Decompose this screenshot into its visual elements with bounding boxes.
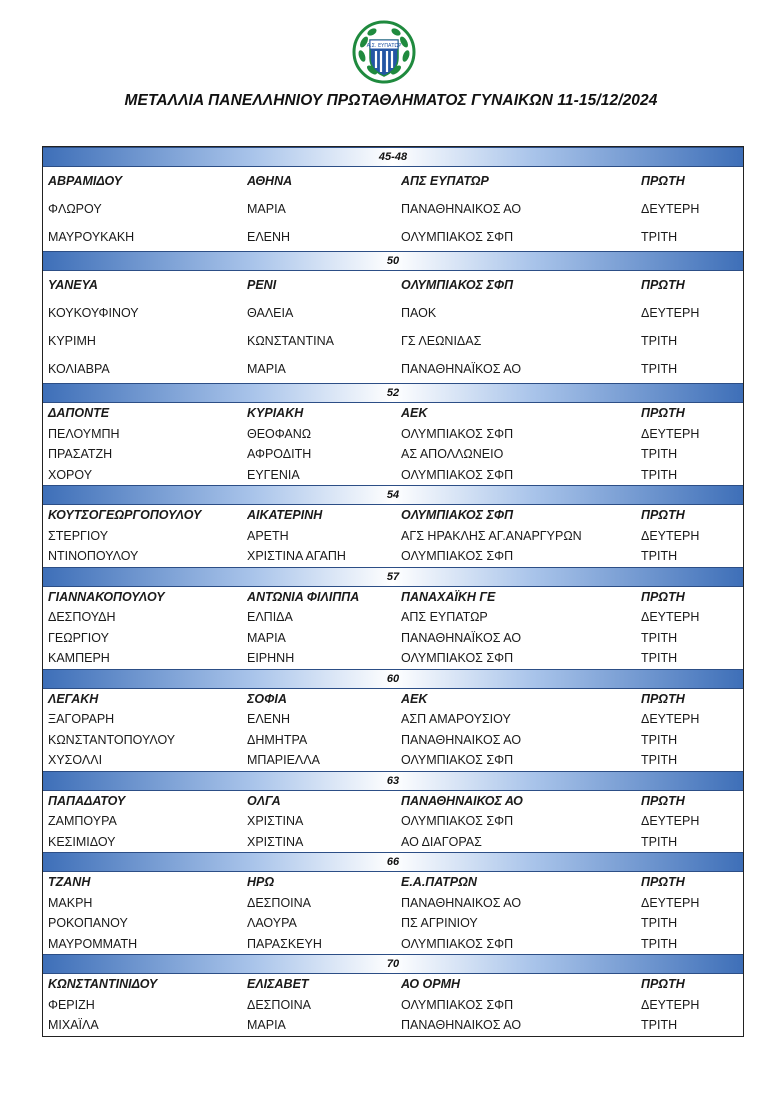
club-name: ΠΑΝΑΘΗΝΑΙΚΟΣ ΑΟ: [401, 1018, 522, 1032]
weight-category-section: [43, 771, 743, 853]
athlete-surname: ΔΕΣΠΟΥΔΗ: [48, 610, 116, 624]
club-name: ΑΣ ΑΠΟΛΛΩΝΕΙΟ: [401, 447, 504, 461]
medal-place: ΠΡΩΤΗ: [641, 793, 685, 808]
club-crest-icon: [352, 20, 416, 84]
weight-category-section: [43, 669, 743, 771]
medal-place: ΤΡΙΤΗ: [641, 732, 678, 747]
result-row: [43, 791, 743, 812]
athlete-first-name: ΑΘΗΝΑ: [247, 174, 293, 188]
club-name: ΑΟ ΔΙΑΓΟΡΑΣ: [401, 834, 482, 849]
result-row: [43, 505, 743, 526]
medal-place: ΠΡΩΤΗ: [641, 508, 685, 522]
result-row: [43, 628, 743, 649]
result-row: [43, 587, 743, 608]
athlete-surname: ΖΑΜΠΟΥΡΑ: [48, 814, 117, 828]
club-name: ΑΕΚ: [401, 691, 428, 706]
medal-place: ΤΡΙΤΗ: [641, 1018, 678, 1032]
medal-place: ΠΡΩΤΗ: [641, 589, 685, 604]
club-name: ΟΛΥΜΠΙΑΚΟΣ ΣΦΠ: [401, 814, 514, 828]
athlete-surname: ΝΤΙΝΟΠΟΥΛΟΥ: [48, 549, 139, 563]
medal-place: ΤΡΙΤΗ: [641, 334, 678, 348]
medal-place: ΠΡΩΤΗ: [641, 278, 685, 292]
athlete-surname: ΥΑΝΕΥΑ: [48, 278, 98, 292]
club-name: ΠΑΝΑΘΗΝΑΪΚΟΣ ΑΟ: [401, 630, 522, 645]
weight-category-header: 63: [43, 771, 743, 791]
athlete-first-name: ΑΦΡΟΔΙΤΗ: [247, 447, 312, 461]
athlete-surname: ΜΑΥΡΟΥΚΑΚΗ: [48, 230, 135, 244]
athlete-surname: ΧΥΣΟΛΛΙ: [48, 753, 103, 767]
athlete-surname: ΠΕΛΟΥΜΠΗ: [48, 426, 120, 441]
weight-category-header: 66: [43, 852, 743, 872]
result-row: [43, 974, 743, 995]
medal-place: ΤΡΙΤΗ: [641, 630, 678, 645]
result-row: [43, 465, 743, 486]
weight-category-header: 45-48: [43, 147, 743, 167]
weight-category-header: 52: [43, 383, 743, 403]
club-name: ΟΛΥΜΠΙΑΚΟΣ ΣΦΠ: [401, 651, 514, 665]
result-row: [43, 195, 743, 223]
page-title: ΜΕΤΑΛΛΙΑ ΠΑΝΕΛΛΗΝΙΟΥ ΠΡΩΤΑΘΛΗΜΑΤΟΣ ΓΥΝΑΙΚΩΝ 11-15/12/2024: [124, 92, 658, 109]
athlete-first-name: ΕΛΠΙΔΑ: [247, 610, 293, 624]
athlete-surname: ΓΙΑΝΝΑΚΟΠΟΥΛΟΥ: [48, 589, 165, 604]
result-row: [43, 934, 743, 955]
medal-place: ΔΕΥΤΕΡΗ: [641, 306, 700, 320]
athlete-first-name: ΣΟΦΙΑ: [247, 691, 287, 706]
athlete-surname: ΞΑΓΟΡΑΡΗ: [48, 712, 115, 726]
club-name: ΟΛΥΜΠΙΑΚΟΣ ΣΦΠ: [401, 997, 514, 1012]
athlete-first-name: ΠΑΡΑΣΚΕΥΗ: [247, 936, 322, 951]
weight-category-section: [43, 852, 743, 954]
result-row: [43, 648, 743, 669]
club-name: ΠΑΝΑΘΗΝΑΙΚΟΣ ΑΟ: [401, 732, 522, 747]
medal-place: ΤΡΙΤΗ: [641, 362, 678, 376]
athlete-first-name: ΧΡΙΣΤΙΝΑ ΑΓΑΠΗ: [247, 549, 346, 563]
weight-category-section: [43, 251, 743, 383]
medal-place: ΔΕΥΤΕΡΗ: [641, 997, 700, 1012]
weight-category-header: 57: [43, 567, 743, 587]
medal-place: ΤΡΙΤΗ: [641, 549, 678, 563]
club-name: ΠΣ ΑΓΡΙΝΙΟΥ: [401, 916, 478, 930]
club-name: ΟΛΥΜΠΙΑΚΟΣ ΣΦΠ: [401, 426, 514, 441]
result-row: [43, 424, 743, 445]
club-name: ΟΛΥΜΠΙΑΚΟΣ ΣΦΠ: [401, 753, 514, 767]
result-row: [43, 546, 743, 567]
result-row: [43, 811, 743, 832]
medal-place: ΤΡΙΤΗ: [641, 916, 678, 930]
club-name: ΟΛΥΜΠΙΑΚΟΣ ΣΦΠ: [401, 230, 514, 244]
club-name: ΟΛΥΜΠΙΑΚΟΣ ΣΦΠ: [401, 508, 514, 522]
medal-place: ΤΡΙΤΗ: [641, 834, 678, 849]
medal-place: ΔΕΥΤΕΡΗ: [641, 895, 700, 910]
athlete-first-name: ΑΙΚΑΤΕΡΙΝΗ: [247, 508, 323, 522]
svg-text:Α.Σ. ΕΥΠΑΤΩΡ: Α.Σ. ΕΥΠΑΤΩΡ: [366, 43, 402, 49]
club-name: ΟΛΥΜΠΙΑΚΟΣ ΣΦΠ: [401, 467, 514, 482]
weight-category-header: 54: [43, 485, 743, 505]
weight-category-header: 50: [43, 251, 743, 271]
athlete-surname: ΜΑΥΡΟΜΜΑΤΗ: [48, 936, 138, 951]
athlete-first-name: ΔΕΣΠΟΙΝΑ: [247, 997, 312, 1012]
athlete-first-name: ΚΩΝΣΤΑΝΤΙΝΑ: [247, 334, 334, 348]
athlete-surname: ΧΟΡΟΥ: [48, 467, 93, 482]
athlete-first-name: ΕΙΡΗΝΗ: [247, 651, 295, 665]
result-row: [43, 893, 743, 914]
athlete-first-name: ΟΛΓΑ: [247, 793, 281, 808]
result-row: [43, 872, 743, 893]
result-row: [43, 327, 743, 355]
result-row: [43, 709, 743, 730]
result-row: [43, 995, 743, 1016]
athlete-surname: ΜΑΚΡΗ: [48, 895, 93, 910]
athlete-first-name: ΜΑΡΙΑ: [247, 202, 286, 216]
athlete-first-name: ΔΕΣΠΟΙΝΑ: [247, 895, 312, 910]
results-table: [42, 146, 744, 1037]
result-row: [43, 1015, 743, 1036]
result-row: [43, 444, 743, 465]
club-name: ΑΠΣ ΕΥΠΑΤΩΡ: [401, 610, 488, 624]
athlete-surname: ΤΖΑΝΗ: [48, 875, 91, 889]
athlete-surname: ΜΙΧΑΪΛΑ: [48, 1018, 99, 1032]
athlete-first-name: ΛΑΟΥΡΑ: [247, 916, 297, 930]
result-row: [43, 607, 743, 628]
weight-category-section: [43, 567, 743, 669]
result-row: [43, 223, 743, 251]
athlete-first-name: ΔΗΜΗΤΡΑ: [247, 732, 308, 747]
club-name: ΠΑΝΑΧΑΪΚΗ ΓΕ: [401, 589, 496, 604]
medal-place: ΠΡΩΤΗ: [641, 691, 685, 706]
athlete-surname: ΚΩΝΣΤΑΝΤΟΠΟΥΛΟΥ: [48, 732, 176, 747]
weight-category-section: [43, 485, 743, 567]
medal-place: ΔΕΥΤΕΡΗ: [641, 610, 700, 624]
medal-place: ΤΡΙΤΗ: [641, 467, 678, 482]
medal-place: ΠΡΩΤΗ: [641, 875, 685, 889]
result-row: [43, 299, 743, 327]
athlete-first-name: ΚΥΡΙΑΚΗ: [247, 406, 304, 420]
athlete-surname: ΚΟΛΙΑΒΡΑ: [48, 362, 110, 376]
athlete-first-name: ΡΕΝΙ: [247, 278, 277, 292]
medal-place: ΔΕΥΤΕΡΗ: [641, 426, 700, 441]
athlete-first-name: ΑΝΤΩΝΙΑ ΦΙΛΙΠΠΑ: [247, 589, 360, 604]
result-row: [43, 167, 743, 195]
athlete-first-name: ΜΑΡΙΑ: [247, 630, 286, 645]
medal-place: ΠΡΩΤΗ: [641, 174, 685, 188]
medal-place: ΤΡΙΤΗ: [641, 230, 678, 244]
result-row: [43, 526, 743, 547]
result-row: [43, 403, 743, 424]
club-name: ΠΑΝΑΘΗΝΑΙΚΟΣ ΑΟ: [401, 793, 523, 808]
athlete-surname: ΠΑΠΑΔΑΤΟΥ: [48, 793, 126, 808]
athlete-surname: ΣΤΕΡΓΙΟΥ: [48, 528, 109, 543]
athlete-first-name: ΑΡΕΤΗ: [247, 528, 289, 543]
medal-place: ΠΡΩΤΗ: [641, 406, 685, 420]
club-name: ΑΕΚ: [401, 406, 428, 420]
result-row: [43, 271, 743, 299]
medal-place: ΠΡΩΤΗ: [641, 977, 685, 991]
athlete-surname: ΔΑΠΟΝΤΕ: [48, 406, 110, 420]
athlete-first-name: ΕΛΕΝΗ: [247, 230, 291, 244]
athlete-first-name: ΧΡΙΣΤΙΝΑ: [247, 834, 304, 849]
result-row: [43, 689, 743, 710]
club-name: ΟΛΥΜΠΙΑΚΟΣ ΣΦΠ: [401, 936, 514, 951]
weight-category-header: 70: [43, 954, 743, 974]
weight-category-header: 60: [43, 669, 743, 689]
result-row: [43, 832, 743, 853]
weight-category-section: [43, 954, 743, 1036]
club-name: ΠΑΝΑΘΗΝΑΪΚΟΣ ΑΟ: [401, 362, 522, 376]
athlete-first-name: ΜΑΡΙΑ: [247, 1018, 286, 1032]
medal-place: ΤΡΙΤΗ: [641, 447, 678, 461]
weight-category-section: [43, 147, 743, 251]
athlete-surname: ΓΕΩΡΓΙΟΥ: [48, 630, 109, 645]
result-row: [43, 913, 743, 934]
club-name: Ε.Α.ΠΑΤΡΩΝ: [401, 875, 477, 889]
medal-place: ΔΕΥΤΕΡΗ: [641, 712, 700, 726]
result-row: [43, 750, 743, 771]
medal-place: ΤΡΙΤΗ: [641, 651, 678, 665]
result-row: [43, 355, 743, 383]
club-name: ΑΠΣ ΕΥΠΑΤΩΡ: [401, 174, 489, 188]
medal-place: ΔΕΥΤΕΡΗ: [641, 202, 700, 216]
athlete-surname: ΚΩΝΣΤΑΝΤΙΝΙΔΟΥ: [48, 977, 158, 991]
athlete-surname: ΛΕΓΑΚΗ: [48, 691, 99, 706]
athlete-surname: ΑΒΡΑΜΙΔΟΥ: [48, 174, 123, 188]
athlete-first-name: ΘΑΛΕΙΑ: [247, 306, 294, 320]
medal-place: ΤΡΙΤΗ: [641, 936, 678, 951]
athlete-first-name: ΧΡΙΣΤΙΝΑ: [247, 814, 304, 828]
club-name: ΠΑΟΚ: [401, 306, 437, 320]
medal-place: ΤΡΙΤΗ: [641, 753, 678, 767]
athlete-first-name: ΜΑΡΙΑ: [247, 362, 286, 376]
athlete-surname: ΦΕΡΙΖΗ: [48, 997, 95, 1012]
club-name: ΟΛΥΜΠΙΑΚΟΣ ΣΦΠ: [401, 278, 514, 292]
athlete-surname: ΚΥΡΙΜΗ: [48, 334, 96, 348]
athlete-surname: ΚΟΥΤΣΟΓΕΩΡΓΟΠΟΥΛΟΥ: [48, 508, 202, 522]
club-name: ΑΟ ΟΡΜΗ: [401, 977, 461, 991]
athlete-first-name: ΗΡΩ: [247, 875, 275, 889]
club-name: ΑΣΠ ΑΜΑΡΟΥΣΙΟΥ: [401, 712, 511, 726]
result-row: [43, 730, 743, 751]
athlete-first-name: ΘΕΟΦΑΝΩ: [247, 426, 312, 441]
club-name: ΓΣ ΛΕΩΝΙΔΑΣ: [401, 334, 482, 348]
medal-place: ΔΕΥΤΕΡΗ: [641, 528, 700, 543]
athlete-surname: ΚΑΜΠΕΡΗ: [48, 651, 110, 665]
athlete-surname: ΦΛΩΡΟΥ: [48, 202, 102, 216]
athlete-surname: ΠΡΑΣΑΤΖΗ: [48, 447, 113, 461]
athlete-surname: ΡΟΚΟΠΑΝΟΥ: [48, 916, 128, 930]
athlete-first-name: ΜΠΑΡΙΕΛΛΑ: [247, 753, 320, 767]
club-name: ΠΑΝΑΘΗΝΑΙΚΟΣ ΑΟ: [401, 895, 522, 910]
athlete-surname: ΚΕΣΙΜΙΔΟΥ: [48, 834, 116, 849]
club-name: ΑΓΣ ΗΡΑΚΛΗΣ ΑΓ.ΑΝΑΡΓΥΡΩΝ: [401, 528, 582, 543]
athlete-surname: ΚΟΥΚΟΥΦΙΝΟΥ: [48, 306, 139, 320]
club-name: ΠΑΝΑΘΗΝΑΙΚΟΣ ΑΟ: [401, 202, 522, 216]
medal-place: ΔΕΥΤΕΡΗ: [641, 814, 700, 828]
club-name: ΟΛΥΜΠΙΑΚΟΣ ΣΦΠ: [401, 549, 514, 563]
athlete-first-name: ΕΛΕΝΗ: [247, 712, 291, 726]
athlete-first-name: ΕΥΓΕΝΙΑ: [247, 467, 300, 482]
athlete-first-name: ΕΛΙΣΑΒΕΤ: [247, 977, 309, 991]
weight-category-section: [43, 383, 743, 485]
